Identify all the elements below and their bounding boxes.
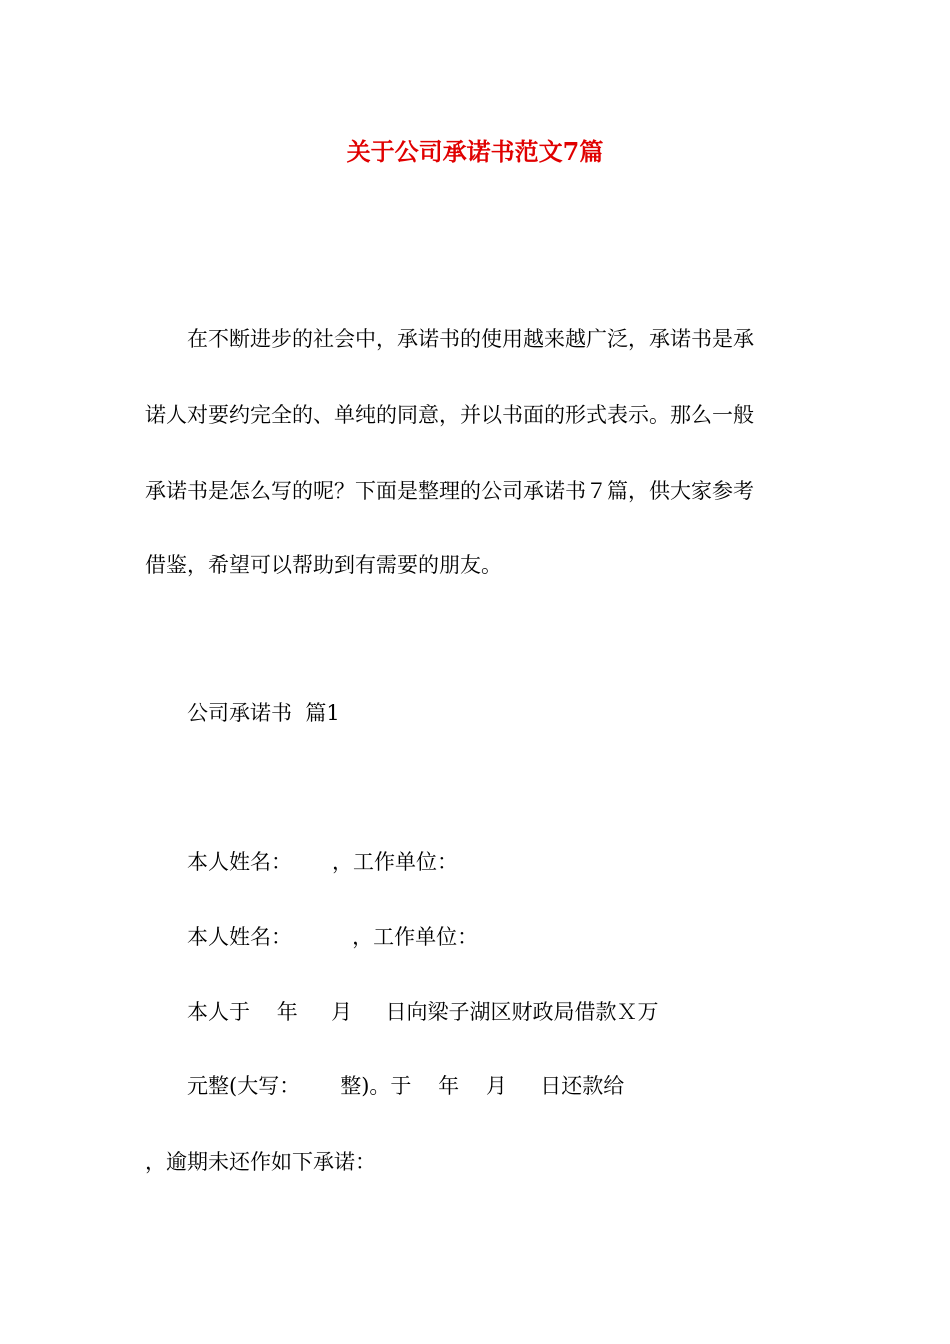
body-line: ，逾期未还作如下承诺： [145, 1150, 376, 1174]
intro-line: 借鉴，希望可以帮助到有需要的朋友。 [145, 553, 502, 577]
body-line: 本人姓名： ，工作单位： [145, 850, 459, 874]
intro-line: 在不断进步的社会中，承诺书的使用越来越广泛，承诺书是承 [145, 327, 754, 351]
intro-line: 诺人对要约完全的、单纯的同意，并以书面的形式表示。那么一般 [145, 403, 754, 427]
body-line: 本人姓名： ，工作单位： [145, 925, 479, 949]
document-title: 关于公司承诺书范文7篇 [346, 137, 604, 166]
section-heading: 公司承诺书 篇1 [145, 701, 340, 725]
body-line: 元整(大写： 整)。于 年 月 日还款给 [145, 1074, 625, 1098]
body-line: 本人于 年 月 日向梁子湖区财政局借款Ｘ万 [145, 1000, 659, 1024]
intro-line: 承诺书是怎么写的呢？下面是整理的公司承诺书７篇，供大家参考 [145, 479, 754, 503]
